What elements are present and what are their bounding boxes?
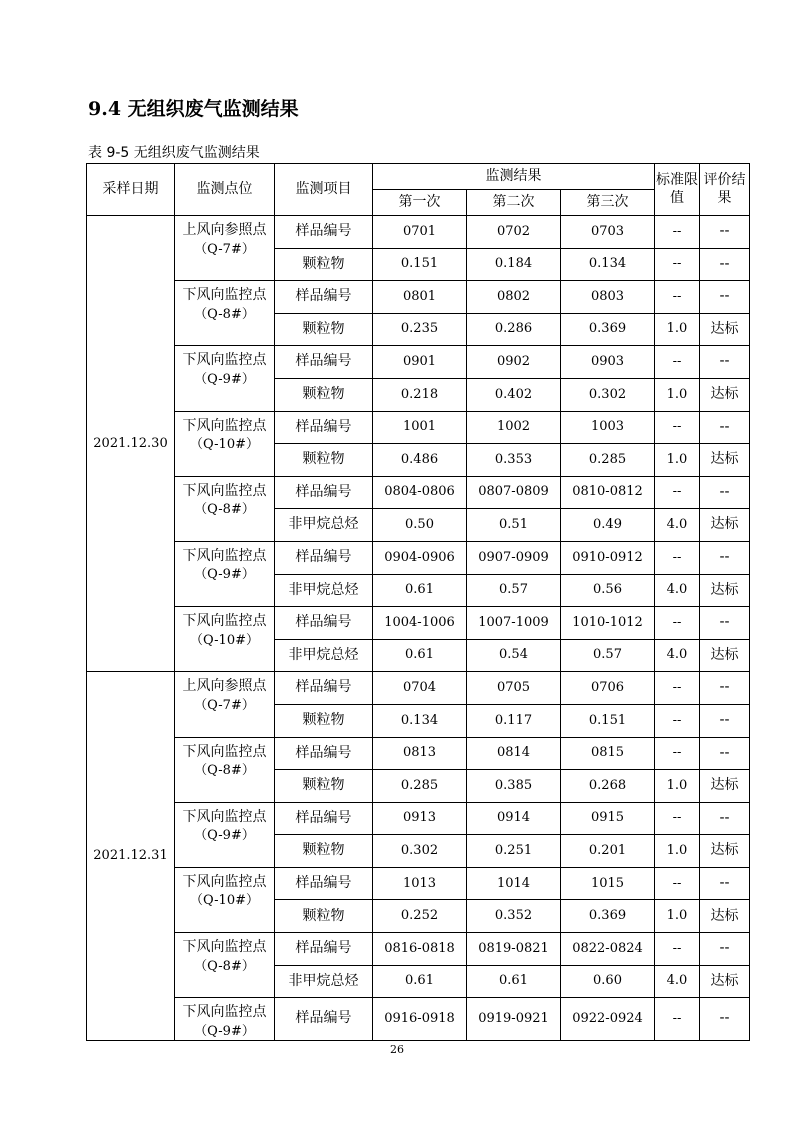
monitoring-item: 样品编号 xyxy=(275,476,373,509)
result-second: 0705 xyxy=(467,672,561,705)
evaluation-result: -- xyxy=(700,607,750,640)
monitoring-item: 样品编号 xyxy=(275,737,373,770)
result-second: 0.353 xyxy=(467,444,561,477)
header-results: 监测结果 xyxy=(373,164,655,190)
monitoring-item: 颗粒物 xyxy=(275,900,373,933)
table-row xyxy=(87,867,750,900)
result-third: 0822-0824 xyxy=(561,933,655,966)
point-name: 下风向监控点 xyxy=(182,873,267,890)
header-point: 监测点位 xyxy=(175,164,275,216)
sampling-date: 2021.12.31 xyxy=(87,672,175,1041)
header-item: 监测项目 xyxy=(275,164,373,216)
standard-limit: -- xyxy=(655,607,700,640)
point-code: （Q-9#） xyxy=(194,828,255,844)
monitoring-item: 样品编号 xyxy=(275,216,373,249)
monitoring-point xyxy=(175,346,275,411)
table-row xyxy=(87,672,750,705)
point-name: 下风向监控点 xyxy=(182,287,267,304)
evaluation-result: -- xyxy=(700,216,750,249)
monitoring-point xyxy=(175,933,275,998)
result-first: 0916-0918 xyxy=(373,998,467,1041)
standard-limit: 4.0 xyxy=(655,574,700,607)
result-second: 0.286 xyxy=(467,313,561,346)
standard-limit: 1.0 xyxy=(655,444,700,477)
result-second: 0902 xyxy=(467,346,561,379)
result-first: 0913 xyxy=(373,802,467,835)
result-third: 0810-0812 xyxy=(561,476,655,509)
evaluation-result: -- xyxy=(700,476,750,509)
monitoring-results-table xyxy=(86,163,750,1041)
result-third: 0815 xyxy=(561,737,655,770)
standard-limit: -- xyxy=(655,346,700,379)
monitoring-item: 颗粒物 xyxy=(275,248,373,281)
result-first: 0.50 xyxy=(373,509,467,542)
result-second: 0.57 xyxy=(467,574,561,607)
monitoring-item: 颗粒物 xyxy=(275,704,373,737)
result-first: 0.134 xyxy=(373,704,467,737)
point-code: （Q-8#） xyxy=(194,306,255,322)
point-name: 下风向监控点 xyxy=(182,352,267,369)
monitoring-item: 样品编号 xyxy=(275,802,373,835)
point-code: （Q-9#） xyxy=(194,371,255,387)
monitoring-point xyxy=(175,802,275,867)
result-second: 0914 xyxy=(467,802,561,835)
result-first: 0.486 xyxy=(373,444,467,477)
result-second: 0.251 xyxy=(467,835,561,868)
result-third: 0.369 xyxy=(561,900,655,933)
point-name: 上风向参照点 xyxy=(182,222,267,238)
table-row xyxy=(87,476,750,509)
result-third: 1003 xyxy=(561,411,655,444)
monitoring-item: 非甲烷总烃 xyxy=(275,965,373,998)
monitoring-point xyxy=(175,476,275,541)
table-row xyxy=(87,346,750,379)
standard-limit: 4.0 xyxy=(655,965,700,998)
result-second: 1014 xyxy=(467,867,561,900)
result-third: 0.49 xyxy=(561,509,655,542)
evaluation-result: 达标 xyxy=(700,509,750,542)
point-name: 下风向监控点 xyxy=(182,939,267,956)
point-code: （Q-8#） xyxy=(194,958,255,974)
standard-limit: -- xyxy=(655,867,700,900)
header-first: 第一次 xyxy=(373,190,467,216)
result-first: 0.61 xyxy=(373,965,467,998)
standard-limit: -- xyxy=(655,411,700,444)
standard-limit: -- xyxy=(655,802,700,835)
monitoring-item: 样品编号 xyxy=(275,281,373,314)
result-second: 0.61 xyxy=(467,965,561,998)
result-second: 1007-1009 xyxy=(467,607,561,640)
evaluation-result: -- xyxy=(700,248,750,281)
result-first: 1004-1006 xyxy=(373,607,467,640)
standard-limit: -- xyxy=(655,476,700,509)
evaluation-result: 达标 xyxy=(700,900,750,933)
result-second: 0702 xyxy=(467,216,561,249)
monitoring-item: 非甲烷总烃 xyxy=(275,509,373,542)
standard-limit: -- xyxy=(655,216,700,249)
table-row xyxy=(87,998,750,1041)
result-third: 0.56 xyxy=(561,574,655,607)
monitoring-item: 样品编号 xyxy=(275,867,373,900)
point-code: （Q-10#） xyxy=(190,437,259,453)
evaluation-result: -- xyxy=(700,411,750,444)
result-first: 0813 xyxy=(373,737,467,770)
point-name: 下风向监控点 xyxy=(182,808,267,825)
result-first: 0.61 xyxy=(373,639,467,672)
monitoring-item: 样品编号 xyxy=(275,672,373,705)
monitoring-item: 颗粒物 xyxy=(275,770,373,803)
result-first: 0701 xyxy=(373,216,467,249)
header-row-1 xyxy=(87,164,750,190)
evaluation-result: 达标 xyxy=(700,444,750,477)
point-name: 下风向监控点 xyxy=(182,482,267,499)
result-second: 0.51 xyxy=(467,509,561,542)
result-first: 0904-0906 xyxy=(373,541,467,574)
result-first: 0.252 xyxy=(373,900,467,933)
monitoring-item: 样品编号 xyxy=(275,998,373,1041)
point-name: 下风向监控点 xyxy=(182,613,267,630)
monitoring-item: 非甲烷总烃 xyxy=(275,574,373,607)
point-name: 下风向监控点 xyxy=(182,1004,267,1021)
table-row xyxy=(87,737,750,770)
evaluation-result: -- xyxy=(700,704,750,737)
result-third: 0.151 xyxy=(561,704,655,737)
header-eval: 评价结果 xyxy=(700,164,750,216)
result-first: 1001 xyxy=(373,411,467,444)
point-code: （Q-9#） xyxy=(194,1023,255,1039)
standard-limit: 1.0 xyxy=(655,835,700,868)
monitoring-item: 颗粒物 xyxy=(275,835,373,868)
result-third: 0.201 xyxy=(561,835,655,868)
monitoring-point xyxy=(175,867,275,932)
point-code: （Q-7#） xyxy=(194,241,255,257)
monitoring-item: 样品编号 xyxy=(275,411,373,444)
header-second: 第二次 xyxy=(467,190,561,216)
table-row xyxy=(87,607,750,640)
monitoring-point xyxy=(175,672,275,737)
monitoring-item: 颗粒物 xyxy=(275,313,373,346)
result-first: 0816-0818 xyxy=(373,933,467,966)
table-row xyxy=(87,216,750,249)
evaluation-result: 达标 xyxy=(700,965,750,998)
point-code: （Q-8#） xyxy=(194,502,255,518)
evaluation-result: -- xyxy=(700,998,750,1041)
evaluation-result: -- xyxy=(700,737,750,770)
result-first: 0.151 xyxy=(373,248,467,281)
monitoring-point xyxy=(175,998,275,1041)
result-second: 0814 xyxy=(467,737,561,770)
result-first: 0.302 xyxy=(373,835,467,868)
point-name: 上风向参照点 xyxy=(182,678,267,695)
result-third: 0803 xyxy=(561,281,655,314)
evaluation-result: 达标 xyxy=(700,835,750,868)
header-third: 第三次 xyxy=(561,190,655,216)
standard-limit: 4.0 xyxy=(655,639,700,672)
evaluation-result: 达标 xyxy=(700,574,750,607)
section-heading: 9.4 无组织废气监测结果 xyxy=(88,98,299,120)
monitoring-item: 颗粒物 xyxy=(275,444,373,477)
result-second: 0.385 xyxy=(467,770,561,803)
result-second: 0919-0921 xyxy=(467,998,561,1041)
standard-limit: 1.0 xyxy=(655,313,700,346)
point-code: （Q-9#） xyxy=(194,567,255,583)
evaluation-result: -- xyxy=(700,933,750,966)
result-third: 1015 xyxy=(561,867,655,900)
result-first: 1013 xyxy=(373,867,467,900)
result-third: 0.268 xyxy=(561,770,655,803)
result-third: 0703 xyxy=(561,216,655,249)
point-code: （Q-10#） xyxy=(190,893,259,909)
result-second: 1002 xyxy=(467,411,561,444)
result-first: 0.235 xyxy=(373,313,467,346)
standard-limit: -- xyxy=(655,541,700,574)
point-code: （Q-10#） xyxy=(190,632,259,648)
monitoring-point xyxy=(175,737,275,802)
table-body xyxy=(87,216,750,1041)
evaluation-result: -- xyxy=(700,867,750,900)
result-second: 0.402 xyxy=(467,378,561,411)
result-third: 0706 xyxy=(561,672,655,705)
standard-limit: -- xyxy=(655,737,700,770)
monitoring-point xyxy=(175,607,275,672)
result-first: 0901 xyxy=(373,346,467,379)
header-date: 采样日期 xyxy=(87,164,175,216)
standard-limit: 1.0 xyxy=(655,378,700,411)
result-third: 0.57 xyxy=(561,639,655,672)
evaluation-result: 达标 xyxy=(700,378,750,411)
evaluation-result: -- xyxy=(700,672,750,705)
table-row xyxy=(87,802,750,835)
result-second: 0907-0909 xyxy=(467,541,561,574)
standard-limit: -- xyxy=(655,248,700,281)
standard-limit: -- xyxy=(655,704,700,737)
evaluation-result: -- xyxy=(700,346,750,379)
monitoring-item: 样品编号 xyxy=(275,607,373,640)
monitoring-item: 样品编号 xyxy=(275,541,373,574)
result-third: 0.369 xyxy=(561,313,655,346)
monitoring-point xyxy=(175,216,275,281)
standard-limit: -- xyxy=(655,933,700,966)
result-first: 0.218 xyxy=(373,378,467,411)
monitoring-item: 非甲烷总烃 xyxy=(275,639,373,672)
evaluation-result: 达标 xyxy=(700,313,750,346)
standard-limit: -- xyxy=(655,672,700,705)
result-second: 0.352 xyxy=(467,900,561,933)
standard-limit: 4.0 xyxy=(655,509,700,542)
result-second: 0802 xyxy=(467,281,561,314)
result-second: 0807-0809 xyxy=(467,476,561,509)
header-limit: 标准限值 xyxy=(655,164,700,216)
result-third: 0910-0912 xyxy=(561,541,655,574)
table-row xyxy=(87,541,750,574)
monitoring-item: 样品编号 xyxy=(275,346,373,379)
result-second: 0.54 xyxy=(467,639,561,672)
result-third: 0922-0924 xyxy=(561,998,655,1041)
standard-limit: -- xyxy=(655,998,700,1041)
result-first: 0.285 xyxy=(373,770,467,803)
result-second: 0.117 xyxy=(467,704,561,737)
evaluation-result: -- xyxy=(700,541,750,574)
result-third: 0.134 xyxy=(561,248,655,281)
table-row xyxy=(87,281,750,314)
result-third: 0915 xyxy=(561,802,655,835)
sampling-date: 2021.12.30 xyxy=(87,216,175,672)
evaluation-result: -- xyxy=(700,281,750,314)
point-name: 下风向监控点 xyxy=(182,417,267,434)
result-first: 0.61 xyxy=(373,574,467,607)
result-first: 0804-0806 xyxy=(373,476,467,509)
monitoring-point xyxy=(175,541,275,606)
result-third: 0903 xyxy=(561,346,655,379)
table-caption: 表 9-5 无组织废气监测结果 xyxy=(88,145,260,161)
result-third: 1010-1012 xyxy=(561,607,655,640)
standard-limit: -- xyxy=(655,281,700,314)
table-row xyxy=(87,933,750,966)
monitoring-point xyxy=(175,411,275,476)
evaluation-result: 达标 xyxy=(700,770,750,803)
result-third: 0.285 xyxy=(561,444,655,477)
point-name: 下风向监控点 xyxy=(182,743,267,760)
result-second: 0819-0821 xyxy=(467,933,561,966)
result-first: 0704 xyxy=(373,672,467,705)
point-code: （Q-7#） xyxy=(194,697,255,713)
point-name: 下风向监控点 xyxy=(182,547,267,564)
page-number: 26 xyxy=(390,1043,404,1056)
result-second: 0.184 xyxy=(467,248,561,281)
standard-limit: 1.0 xyxy=(655,770,700,803)
standard-limit: 1.0 xyxy=(655,900,700,933)
table-row xyxy=(87,411,750,444)
monitoring-item: 颗粒物 xyxy=(275,378,373,411)
result-third: 0.60 xyxy=(561,965,655,998)
monitoring-item: 样品编号 xyxy=(275,933,373,966)
result-first: 0801 xyxy=(373,281,467,314)
point-code: （Q-8#） xyxy=(194,763,255,778)
result-third: 0.302 xyxy=(561,378,655,411)
monitoring-point xyxy=(175,281,275,346)
evaluation-result: 达标 xyxy=(700,639,750,672)
evaluation-result: -- xyxy=(700,802,750,835)
